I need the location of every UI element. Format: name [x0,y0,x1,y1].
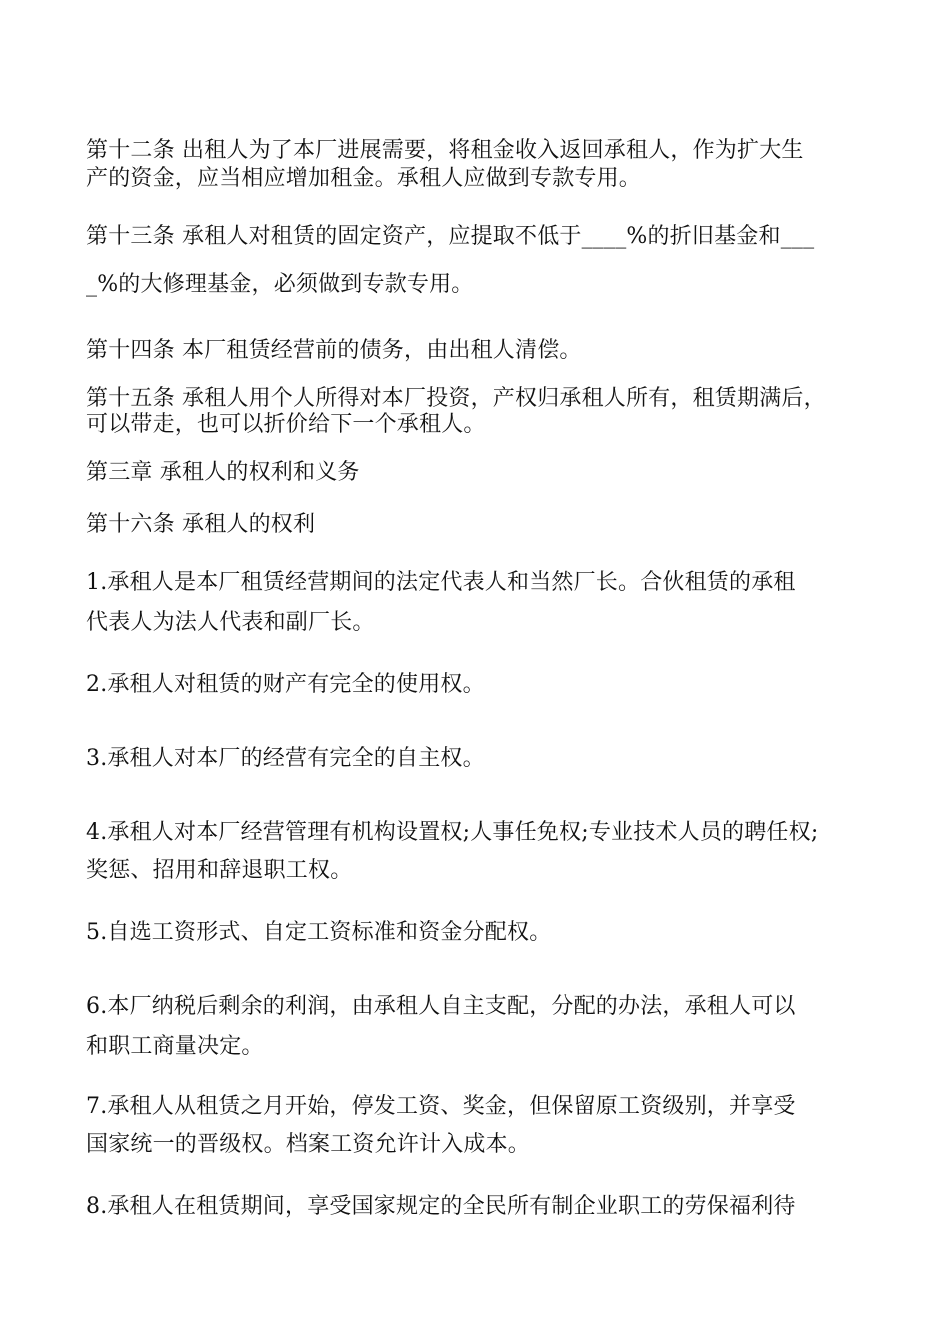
article-15-line-2: 可以带走，也可以折价给下一个承租人。 [86,412,486,437]
article-15-line-1: 第十五条 承租人用个人所得对本厂投资，产权归承租人所有，租赁期满后， [86,386,826,411]
article-16-heading: 第十六条 承租人的权利 [86,512,316,537]
article-12-line-1: 第十二条 出租人为了本厂进展需要，将租金收入返回承租人，作为扩大生 [86,138,804,163]
right-7-line-2: 国家统一的晋级权。档案工资允许计入成本。 [86,1132,531,1157]
right-1-line-2: 代表人为法人代表和副厂长。 [86,610,375,635]
article-13-line-2: _%的大修理基金，必须做到专款专用。 [86,272,474,297]
right-4-line-2: 奖惩、招用和辞退职工权。 [86,858,353,883]
right-1-line-1: 1.承租人是本厂租赁经营期间的法定代表人和当然厂长。合伙租赁的承租 [86,570,796,595]
right-3-line: 3.承租人对本厂的经营有完全的自主权。 [86,746,485,771]
chapter-3-heading: 第三章 承租人的权利和义务 [86,460,360,485]
right-6-line-2: 和职工商量决定。 [86,1034,264,1059]
right-7-line-1: 7.承租人从租赁之月开始，停发工资、奖金，但保留原工资级别，并享受 [86,1094,796,1119]
right-8-line-1: 8.承租人在租赁期间，享受国家规定的全民所有制企业职工的劳保福利待 [86,1194,796,1219]
right-4-line-1: 4.承租人对本厂经营管理有机构设置权;人事任免权;专业技术人员的聘任权; [86,820,819,845]
article-12-line-2: 产的资金，应当相应增加租金。承租人应做到专款专用。 [86,166,642,191]
right-6-line-1: 6.本厂纳税后剩余的利润，由承租人自主支配，分配的办法，承租人可以 [86,994,796,1019]
article-14-line: 第十四条 本厂租赁经营前的债务，由出租人清偿。 [86,338,582,363]
right-2-line: 2.承租人对租赁的财产有完全的使用权。 [86,672,485,697]
right-5-line: 5.自选工资形式、自定工资标准和资金分配权。 [86,920,552,945]
article-13-line-1: 第十三条 承租人对租赁的固定资产，应提取不低于____%的折旧基金和___ [86,224,815,249]
